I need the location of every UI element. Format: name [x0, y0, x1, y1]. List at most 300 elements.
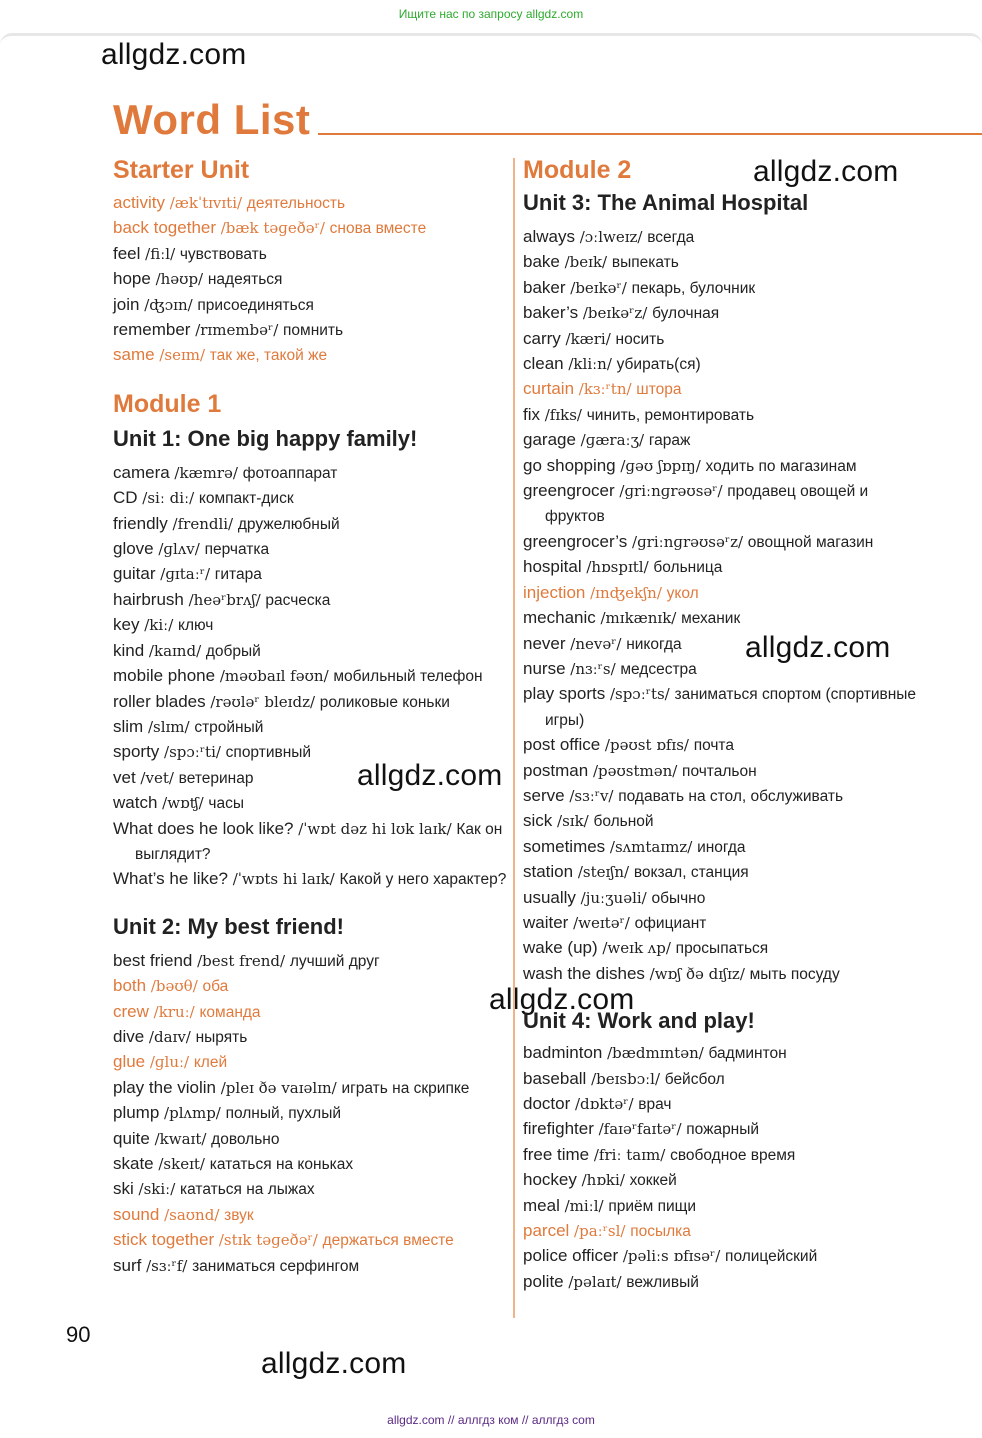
entry-transcription: /sɪk/	[557, 812, 589, 831]
entry-transcription: /spɔːʳts/	[609, 685, 670, 704]
module-2-heading: Module 2	[523, 156, 632, 184]
unit-2-heading: Unit 2: My best friend!	[113, 913, 345, 939]
entry-translation: мобильный телефон	[333, 668, 483, 686]
entry-translation: официант	[634, 914, 707, 932]
word-entry	[113, 690, 508, 715]
entry-transcription: /ɡəʊ ʃɒpɪŋ/	[620, 456, 701, 475]
word-entry	[523, 1041, 923, 1066]
entry-word: camera	[113, 462, 170, 482]
word-entry	[523, 1143, 923, 1168]
watermark: allgdz.com	[489, 983, 635, 1016]
entry-translation: добрый	[205, 642, 261, 660]
entry-translation: чувствовать	[179, 245, 267, 263]
word-entry	[523, 1194, 923, 1219]
word-entry	[523, 1270, 923, 1295]
entry-word: clean	[523, 354, 564, 374]
entry-word: garage	[523, 430, 576, 450]
entry-translation: полный, пухлый	[225, 1105, 342, 1123]
entry-transcription: /ɡriːnɡrəʊsəʳz/	[632, 532, 744, 551]
word-entry	[523, 962, 923, 987]
entry-transcription: /hɒspɪtl/	[586, 558, 649, 577]
word-entry	[113, 343, 508, 368]
word-entry	[523, 301, 923, 326]
unit-4-heading: Unit 4: Work and play!	[523, 1008, 755, 1034]
word-entry	[113, 974, 508, 999]
entry-translation: мыть посуду	[749, 965, 840, 983]
entry-translation: свободное время	[670, 1146, 796, 1164]
entry-translation: Как он выглядит?	[135, 820, 503, 863]
entry-transcription: /bəʊθ/	[150, 977, 198, 996]
entry-translation: стройный	[194, 718, 264, 736]
entry-transcription: /kliːn/	[568, 355, 612, 374]
unit-3-heading: Unit 3: The Animal Hospital	[523, 190, 809, 215]
entry-transcription: /heəʳbrʌʃ/	[188, 590, 261, 609]
entry-word: play the violin	[113, 1077, 217, 1097]
entry-transcription: /vet/	[140, 768, 174, 787]
entry-transcription: /daɪv/	[148, 1027, 191, 1046]
entry-translation: помнить	[283, 322, 344, 340]
entry-transcription: /ækˈtɪvɪti/	[169, 194, 243, 212]
column-divider	[513, 158, 515, 1318]
entry-transcription: /kiː/	[144, 616, 174, 635]
right-column	[523, 153, 923, 1295]
entry-word: glove	[113, 539, 154, 559]
word-entry	[523, 327, 923, 352]
entry-transcription: /fiːl/	[145, 244, 176, 263]
entry-translation: носить	[615, 330, 665, 348]
starter-unit-heading: Starter Unit	[113, 156, 250, 184]
entry-transcription: /beɪkəʳ/	[570, 278, 627, 297]
entry-word: hockey	[523, 1170, 577, 1190]
title-rule	[318, 133, 982, 135]
entry-word: waiter	[523, 912, 569, 932]
entry-transcription: /kwaɪt/	[154, 1129, 207, 1148]
word-entry	[113, 1101, 508, 1126]
entry-word: always	[523, 227, 575, 246]
entry-translation: деятельность	[246, 195, 346, 212]
entry-transcription: /sɜːʳv/	[569, 786, 614, 805]
word-entry	[113, 1025, 508, 1050]
entry-transcription: /ɡɪtaːʳ/	[160, 565, 211, 584]
entry-word: wake (up)	[523, 938, 598, 958]
entry-translation: пекарь, булочник	[631, 279, 756, 297]
word-entry	[113, 1076, 508, 1101]
word-entry	[113, 613, 508, 638]
word-entry	[523, 606, 923, 631]
entry-transcription: /skiː/	[138, 1180, 176, 1199]
entry-translation: булочная	[652, 305, 720, 323]
entry-translation: полицейский	[725, 1248, 818, 1266]
word-entry	[523, 479, 923, 530]
entry-word: parcel	[523, 1221, 570, 1241]
starter-word-list	[113, 191, 508, 369]
word-entry	[113, 293, 508, 318]
entry-word: never	[523, 633, 566, 653]
entry-translation: больной	[593, 813, 654, 831]
entry-transcription: /ɡriːnɡrəʊsəʳ/	[619, 482, 723, 501]
entry-word: injection	[523, 582, 586, 602]
entry-word: mechanic	[523, 608, 596, 628]
word-entry	[523, 1168, 923, 1193]
entry-transcription: /bæk təɡeðəʳ/	[220, 219, 325, 238]
entry-translation: лучший друг	[289, 952, 380, 970]
entry-transcription: /wɒʃ ðə dɪʃɪz/	[649, 964, 745, 983]
entry-translation: подавать на стол, обслуживать	[618, 787, 844, 805]
word-entry	[523, 1219, 923, 1244]
word-entry	[523, 809, 923, 834]
entry-transcription: /ɡæraːʒ/	[580, 431, 645, 450]
entry-transcription: /siː diː/	[142, 489, 195, 508]
entry-word: station	[523, 862, 574, 882]
entry-transcription: /seɪm/	[159, 346, 206, 365]
word-entry	[523, 225, 923, 250]
entry-translation: иногда	[697, 838, 746, 856]
entry-translation: снова вместе	[329, 220, 427, 238]
entry-word: same	[113, 345, 155, 365]
word-entry	[523, 682, 923, 733]
entry-word: sporty	[113, 742, 160, 762]
word-entry	[523, 835, 923, 860]
entry-translation: роликовые коньки	[319, 693, 450, 711]
word-entry	[523, 581, 923, 606]
entry-word: free time	[523, 1144, 590, 1164]
entry-translation: перчатка	[204, 541, 270, 559]
watermark: allgdz.com	[357, 759, 503, 792]
entry-translation: ветеринар	[178, 769, 254, 787]
word-entry	[113, 267, 508, 292]
entry-word: greengrocer	[523, 481, 615, 501]
entry-translation: держаться вместе	[322, 1232, 454, 1250]
entry-transcription: /frendli/	[172, 514, 234, 533]
entry-transcription: /pəʊst ɒfɪs/	[604, 736, 689, 755]
entry-word: firefighter	[523, 1119, 594, 1139]
entry-translation: механик	[681, 610, 741, 628]
entry-translation: посылка	[630, 1223, 691, 1241]
word-entry	[523, 657, 923, 682]
entry-transcription: /həʊp/	[155, 270, 204, 289]
word-entry	[523, 454, 923, 479]
entry-word: meal	[523, 1195, 560, 1215]
entry-translation: медсестра	[620, 660, 697, 678]
page-title: Word List	[113, 96, 311, 143]
unit-2-word-list	[113, 949, 508, 1279]
entry-word: friendly	[113, 513, 168, 533]
entry-word: kind	[113, 640, 145, 660]
word-entry	[523, 530, 923, 555]
entry-translation: компакт-диск	[198, 490, 294, 508]
entry-translation: надеяться	[207, 271, 283, 289]
entry-transcription: /ɡluː/	[149, 1053, 190, 1072]
entry-transcription: /dɒktəʳ/	[574, 1095, 634, 1113]
entry-word: nurse	[523, 658, 566, 678]
entry-word: polite	[523, 1271, 564, 1291]
entry-transcription: /sɜːʳf/	[146, 1256, 188, 1275]
entry-translation: бейсбол	[664, 1070, 725, 1088]
entry-transcription: /sʌmtaɪmz/	[609, 837, 693, 856]
entry-transcription: /plʌmp/	[164, 1104, 221, 1123]
entry-word: fix	[523, 404, 540, 424]
page-number: 90	[66, 1322, 91, 1347]
entry-word: guitar	[113, 564, 156, 584]
entry-word: CD	[113, 488, 138, 508]
entry-transcription: /kruː/	[153, 1002, 195, 1021]
entry-transcription: /juːʒuəli/	[580, 888, 647, 907]
word-entry	[113, 1050, 508, 1075]
entry-translation: никогда	[626, 635, 682, 653]
entry-word: best friend	[113, 950, 193, 970]
word-entry	[113, 191, 508, 216]
entry-translation: оба	[202, 978, 229, 996]
entry-transcription: /slɪm/	[147, 717, 190, 736]
word-entry	[113, 512, 508, 537]
entry-translation: обычно	[651, 889, 706, 907]
entry-transcription: /kæmrə/	[174, 463, 238, 482]
entry-translation: почта	[693, 737, 734, 755]
word-entry	[523, 733, 923, 758]
entry-translation: заниматься серфингом	[192, 1257, 360, 1275]
entry-word: baseball	[523, 1068, 587, 1088]
entry-translation: бадминтон	[708, 1045, 787, 1063]
entry-word: stick together	[113, 1230, 215, 1250]
entry-word: remember	[113, 320, 191, 340]
entry-word: quite	[113, 1128, 150, 1148]
word-entry	[113, 715, 508, 740]
entry-word: back together	[113, 218, 217, 238]
word-entry	[113, 740, 508, 765]
entry-transcription: /pəliːs ɒfɪsəʳ/	[622, 1247, 721, 1266]
entry-word: both	[113, 976, 147, 996]
entry-transcription: /friː taɪm/	[593, 1145, 666, 1164]
watermark: allgdz.com	[745, 631, 891, 664]
entry-word: skate	[113, 1154, 154, 1173]
entry-translation: выпекать	[611, 254, 679, 272]
entry-word: crew	[113, 1001, 149, 1021]
entry-transcription: /məʊbaɪl fəʊn/	[219, 667, 329, 686]
entry-word: sick	[523, 811, 553, 831]
entry-translation: убирать(ся)	[616, 356, 701, 374]
word-entry	[523, 936, 923, 961]
entry-transcription: /ɪnʤekʃn/	[590, 583, 662, 602]
entry-word: baker’s	[523, 303, 579, 323]
entry-translation: укол	[666, 584, 699, 602]
entry-translation: врач	[638, 1096, 672, 1113]
entry-word: roller blades	[113, 691, 206, 711]
entry-translation: нырять	[195, 1028, 248, 1046]
entry-word: vet	[113, 767, 136, 787]
word-entry	[113, 791, 508, 816]
word-entry	[113, 1177, 508, 1202]
entry-translation: ходить по магазинам	[705, 457, 857, 475]
entry-word: carry	[523, 328, 561, 348]
entry-translation: Какой у него характер?	[339, 871, 507, 889]
entry-translation: продавец овощей и фруктов	[545, 483, 869, 526]
entry-transcription: /miːl/	[564, 1196, 604, 1215]
entry-transcription: /mɪkænɪk/	[600, 609, 677, 628]
entry-translation: кататься на коньках	[209, 1156, 354, 1173]
top-banner: Ищите нас по запросу allgdz.com	[398, 7, 584, 21]
entry-translation: гараж	[648, 432, 691, 450]
entry-translation: вокзал, станция	[633, 864, 749, 882]
entry-transcription: /wɒʧ/	[162, 794, 204, 813]
entry-word: doctor	[523, 1094, 571, 1113]
entry-word: usually	[523, 887, 576, 907]
entry-translation: спортивный	[225, 744, 312, 762]
entry-word: post office	[523, 735, 601, 755]
entry-word: hospital	[523, 557, 582, 577]
unit-1-heading: Unit 1: One big happy family!	[113, 425, 418, 451]
entry-word: plump	[113, 1103, 160, 1123]
entry-translation: играть на скрипке	[341, 1079, 470, 1097]
entry-transcription: /best frend/	[197, 951, 286, 970]
word-entry	[113, 949, 508, 974]
entry-transcription: /fɪks/	[544, 405, 582, 424]
entry-word: slim	[113, 716, 144, 736]
word-entry	[113, 1000, 508, 1025]
word-entry	[523, 352, 923, 377]
word-entry	[523, 276, 923, 301]
entry-translation: клей	[193, 1054, 228, 1072]
entry-translation: хоккей	[629, 1172, 677, 1190]
word-entry	[113, 486, 508, 511]
entry-transcription: /skeɪt/	[158, 1155, 205, 1173]
word-entry	[113, 1254, 508, 1279]
entry-translation: овощной магазин	[747, 533, 874, 551]
entry-word: watch	[113, 793, 158, 813]
entry-translation: дружелюбный	[237, 515, 340, 533]
entry-transcription: /saʊnd/	[164, 1205, 220, 1224]
footer-links[interactable]: allgdz.com // аллгдз ком // аллгдз com	[387, 1413, 595, 1427]
entry-word: hope	[113, 269, 151, 289]
word-entry	[523, 860, 923, 885]
entry-translation: почтальон	[682, 762, 757, 780]
word-entry	[523, 632, 923, 657]
entry-translation: кататься на лыжах	[180, 1181, 315, 1199]
word-entry	[523, 784, 923, 809]
entry-word: greengrocer’s	[523, 531, 628, 551]
word-entry	[113, 1152, 508, 1177]
entry-word: mobile phone	[113, 666, 216, 686]
entry-word: key	[113, 615, 140, 635]
entry-word: bake	[523, 252, 560, 272]
left-column	[113, 153, 508, 1279]
entry-word: feel	[113, 243, 141, 263]
word-entry	[113, 639, 508, 664]
watermark: allgdz.com	[261, 1347, 407, 1380]
entry-transcription: /spɔːʳti/	[164, 743, 221, 762]
word-entry	[113, 588, 508, 613]
entry-translation: фотоаппарат	[242, 464, 338, 482]
entry-word: join	[113, 294, 140, 314]
entry-transcription: /pəʊstmən/	[592, 761, 678, 780]
word-entry	[113, 461, 508, 486]
entry-word: wash the dishes	[523, 963, 645, 983]
watermark: allgdz.com	[101, 38, 247, 71]
word-entry	[523, 1092, 923, 1117]
word-entry	[113, 562, 508, 587]
word-entry	[523, 1244, 923, 1269]
entry-word: surf	[113, 1255, 142, 1275]
word-entry	[523, 555, 923, 580]
entry-transcription: /beɪkəʳz/	[582, 304, 648, 323]
entry-translation: приём пищи	[608, 1197, 697, 1215]
word-entry	[113, 664, 508, 689]
entry-word: play sports	[523, 684, 606, 704]
entry-transcription: /steɪʃn/	[577, 863, 630, 882]
entry-transcription: /ˈwɒts hi laɪk/	[232, 870, 335, 889]
entry-translation: гитара	[214, 566, 262, 584]
entry-transcription: /rəʊləʳ bleɪdz/	[210, 692, 316, 711]
entry-transcription: /ʤɔɪn/	[144, 295, 193, 314]
word-entry	[113, 216, 508, 241]
word-entry	[523, 911, 923, 936]
entry-word: sometimes	[523, 836, 606, 856]
word-entry	[113, 766, 508, 791]
entry-transcription: /weɪtəʳ/	[573, 913, 630, 932]
entry-translation: ключ	[178, 617, 214, 635]
entry-translation: присоединяться	[197, 296, 314, 314]
entry-transcription: /stɪk təɡeðəʳ/	[218, 1231, 318, 1250]
entry-transcription: /kaɪnd/	[148, 641, 202, 660]
entry-transcription: /ɔːlweɪz/	[579, 228, 643, 246]
entry-translation: часы	[208, 795, 244, 813]
entry-transcription: /rɪmembəʳ/	[195, 321, 279, 340]
entry-word: dive	[113, 1026, 145, 1046]
entry-word: postman	[523, 760, 589, 780]
entry-translation: штора	[636, 381, 682, 399]
entry-translation: заниматься спортом (спортивные игры)	[545, 686, 917, 729]
unit-4-word-list	[523, 1041, 923, 1295]
word-entry	[113, 817, 508, 868]
entry-transcription: /weɪk ʌp/	[602, 939, 671, 958]
entry-translation: вежливый	[626, 1273, 699, 1291]
entry-word: hairbrush	[113, 589, 184, 609]
unit-1-word-list	[113, 461, 508, 893]
word-entry	[523, 1117, 923, 1142]
entry-translation: звук	[224, 1206, 254, 1224]
entry-transcription: /beɪsbɔːl/	[591, 1069, 660, 1088]
word-entry	[113, 867, 508, 892]
entry-translation: пожарный	[686, 1121, 760, 1139]
entry-word: police officer	[523, 1246, 619, 1266]
word-entry	[523, 403, 923, 428]
entry-transcription: /bædmɪntən/	[607, 1044, 704, 1063]
word-entry	[523, 1067, 923, 1092]
entry-translation: всегда	[647, 229, 695, 246]
entry-word: sound	[113, 1204, 160, 1224]
word-entry	[113, 537, 508, 562]
entry-translation: просыпаться	[675, 940, 769, 958]
entry-translation: команда	[199, 1003, 261, 1021]
word-entry	[113, 1127, 508, 1152]
entry-translation: так же, такой же	[209, 347, 328, 365]
entry-transcription: /beɪk/	[564, 253, 608, 272]
unit-3-word-list	[523, 225, 923, 987]
entry-transcription: /paːʳsl/	[574, 1222, 626, 1241]
entry-word: What’s he like?	[113, 869, 228, 889]
entry-word: badminton	[523, 1043, 603, 1063]
entry-word: go shopping	[523, 455, 616, 475]
entry-word: glue	[113, 1052, 146, 1072]
word-entry	[523, 428, 923, 453]
entry-word: serve	[523, 785, 565, 805]
entry-word: baker	[523, 277, 566, 297]
word-entry	[113, 242, 508, 267]
entry-transcription: /kæri/	[565, 329, 611, 348]
word-entry	[113, 1203, 508, 1228]
entry-translation: чинить, ремонтировать	[586, 406, 755, 424]
entry-translation: расческа	[265, 591, 331, 609]
word-entry	[113, 1228, 508, 1253]
